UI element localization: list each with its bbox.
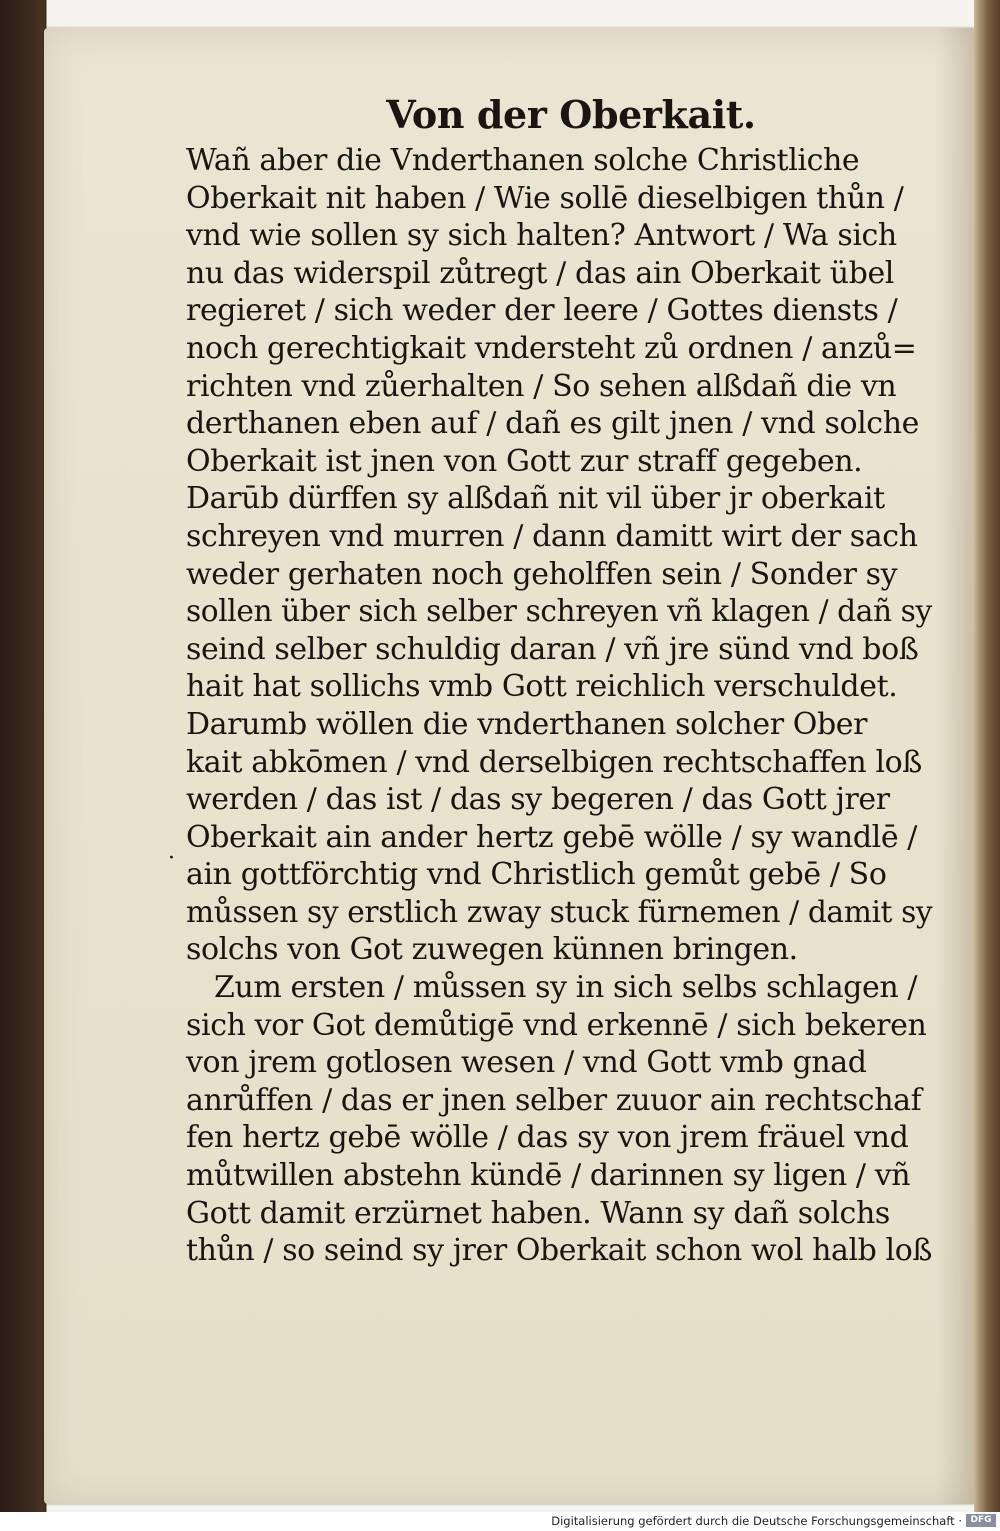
text-line: můtwillen abstehn kündē / darinnen sy ligen / vñ	[186, 1158, 911, 1194]
text-line: sich vor Got demůtigē vnd erkennē / sich bekeren	[186, 1007, 927, 1043]
book-spine-edge	[974, 0, 1000, 1512]
text-line: Oberkait nit haben / Wie sollē dieselbigen thůn /	[186, 180, 904, 216]
text-line: můssen sy erstlich zway stuck fürnemen / damit sy	[186, 894, 933, 930]
text-line: weder gerhaten noch geholffen sein / Sonder sy	[186, 556, 898, 592]
margin-marker: ·	[168, 846, 175, 871]
page-text-block	[186, 94, 946, 1270]
text-line: seind selber schuldig daran / vñ jre sünd vnd boß	[186, 631, 919, 667]
text-line: kait abkōmen / vnd derselbigen rechtschaffen loß	[186, 744, 922, 780]
text-line: Zum ersten / můssen sy in sich selbs schlagen /	[214, 970, 918, 1006]
text-line: werden / das ist / das sy begeren / das Gott jrer	[186, 782, 890, 818]
text-line: anrůffen / das er jnen selber zuuor ain rechtschaf	[186, 1082, 922, 1118]
text-line: richten vnd zůerhalten / So sehen alßdañ die vn	[186, 368, 897, 404]
text-line: Wañ aber die Vnderthanen solche Christliche	[186, 143, 860, 178]
text-line: sollen über sich selber schreyen vñ klagen / dañ sy	[186, 594, 932, 630]
text-line: von jrem gotlosen wesen / vnd Gott vmb gnad	[186, 1045, 867, 1081]
footer-bar	[0, 1512, 1000, 1531]
text-line: noch gerechtigkait vndersteht zů ordnen / anzů=	[186, 330, 917, 366]
text-line: Oberkait ist jnen von Gott zur straff gegeben.	[186, 443, 863, 479]
text-line: Gott damit erzürnet haben. Wann sy dañ solchs	[186, 1195, 890, 1231]
text-line: ain gottförchtig vnd Christlich gemůt gebē / So	[186, 857, 887, 893]
dfg-logo-icon: DFG	[966, 1514, 996, 1527]
text-line: thůn / so seind sy jrer Oberkait schon wol halb loß	[186, 1233, 932, 1269]
text-line: Oberkait ain ander hertz gebē wölle / sy wandlē /	[186, 819, 918, 855]
text-line: vnd wie sollen sy sich halten? Antwort / Wa sich	[186, 218, 897, 254]
text-line: nu das widerspil zůtregt / das ain Oberkait übel	[186, 255, 894, 291]
text-line: Darūb dürffen sy alßdañ nit vil über jr oberkait	[186, 481, 885, 517]
text-line: fen hertz gebē wölle / das sy von jrem fräuel vnd	[186, 1120, 909, 1156]
text-line: derthanen eben auf / dañ es gilt jnen / vnd solche	[186, 406, 919, 442]
funding-credit: Digitalisierung gefördert durch die Deutsche Forschungsgemeinschaft ·	[551, 1514, 962, 1528]
text-line: solchs von Got zuwegen künnen bringen.	[186, 932, 798, 968]
text-line: hait hat sollichs vmb Gott reichlich verschuldet.	[186, 669, 898, 705]
text-line: Darumb wöllen die vnderthanen solcher Ober	[186, 706, 868, 742]
text-line: schreyen vnd murren / dann damitt wirt der sach	[186, 518, 918, 554]
text-line: regieret / sich weder der leere / Gottes diensts /	[186, 293, 898, 329]
page-heading: Von der Oberkait.	[386, 92, 756, 137]
